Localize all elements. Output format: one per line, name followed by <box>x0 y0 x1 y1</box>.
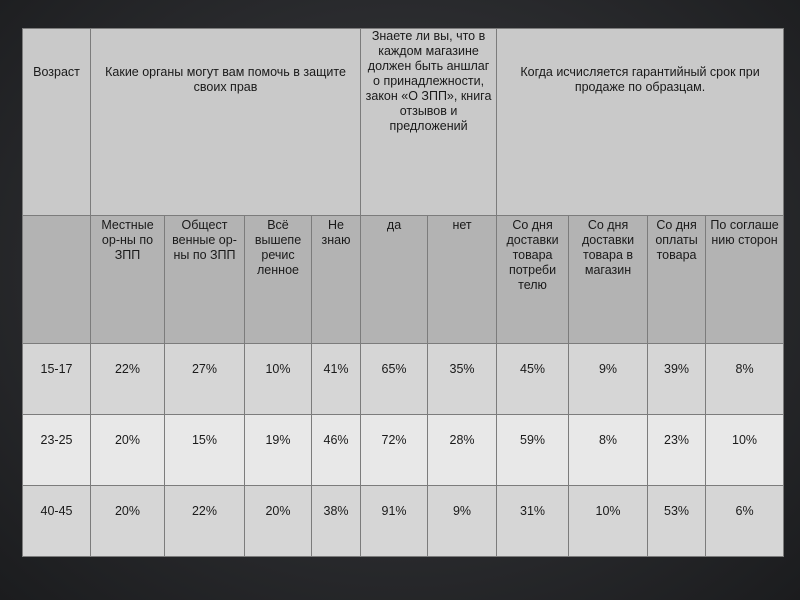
subheader-cell: Всё вышепе речис ленное <box>245 216 312 344</box>
survey-table <box>22 28 784 557</box>
value-cell: 59% <box>497 415 569 486</box>
value-cell: 65% <box>361 344 428 415</box>
value-cell: 22% <box>91 344 165 415</box>
table-row <box>23 344 784 415</box>
value-cell: 8% <box>569 415 648 486</box>
value-cell: 41% <box>312 344 361 415</box>
value-cell: 8% <box>706 344 784 415</box>
value-cell: 10% <box>245 344 312 415</box>
value-cell: 9% <box>569 344 648 415</box>
value-cell: 31% <box>497 486 569 557</box>
header-row <box>23 29 784 216</box>
value-cell: 20% <box>245 486 312 557</box>
subheader-cell: Местные ор-ны по ЗПП <box>91 216 165 344</box>
value-cell: 27% <box>165 344 245 415</box>
value-cell: 45% <box>497 344 569 415</box>
value-cell: 20% <box>91 486 165 557</box>
header-age: Возраст <box>23 29 91 216</box>
table-row <box>23 486 784 557</box>
subheader-empty <box>23 216 91 344</box>
subheader-cell: Со дня оплаты товара <box>648 216 706 344</box>
subheader-row <box>23 216 784 344</box>
header-question-2: Знаете ли вы, что в каждом магазине должен быть аншлаг о принадлежности, закон «О ЗПП», книга отзывов и предложений <box>361 29 497 216</box>
value-cell: 10% <box>569 486 648 557</box>
subheader-cell: Со дня доставки товара в магазин <box>569 216 648 344</box>
value-cell: 91% <box>361 486 428 557</box>
subheader-cell: Не знаю <box>312 216 361 344</box>
subheader-cell: Со дня доставки товара потреби телю <box>497 216 569 344</box>
value-cell: 28% <box>428 415 497 486</box>
value-cell: 35% <box>428 344 497 415</box>
value-cell: 22% <box>165 486 245 557</box>
value-cell: 10% <box>706 415 784 486</box>
value-cell: 15% <box>165 415 245 486</box>
value-cell: 46% <box>312 415 361 486</box>
value-cell: 23% <box>648 415 706 486</box>
age-cell: 40-45 <box>23 486 91 557</box>
age-cell: 23-25 <box>23 415 91 486</box>
value-cell: 20% <box>91 415 165 486</box>
subheader-cell: По соглаше нию сторон <box>706 216 784 344</box>
header-question-3: Когда исчисляется гарантийный срок при продаже по образцам. <box>497 29 784 216</box>
table-row <box>23 415 784 486</box>
age-cell: 15-17 <box>23 344 91 415</box>
value-cell: 38% <box>312 486 361 557</box>
header-question-1: Какие органы могут вам помочь в защите своих прав <box>91 29 361 216</box>
subheader-cell: да <box>361 216 428 344</box>
value-cell: 9% <box>428 486 497 557</box>
value-cell: 39% <box>648 344 706 415</box>
value-cell: 53% <box>648 486 706 557</box>
value-cell: 19% <box>245 415 312 486</box>
value-cell: 6% <box>706 486 784 557</box>
subheader-cell: нет <box>428 216 497 344</box>
value-cell: 72% <box>361 415 428 486</box>
subheader-cell: Общест венные ор-ны по ЗПП <box>165 216 245 344</box>
